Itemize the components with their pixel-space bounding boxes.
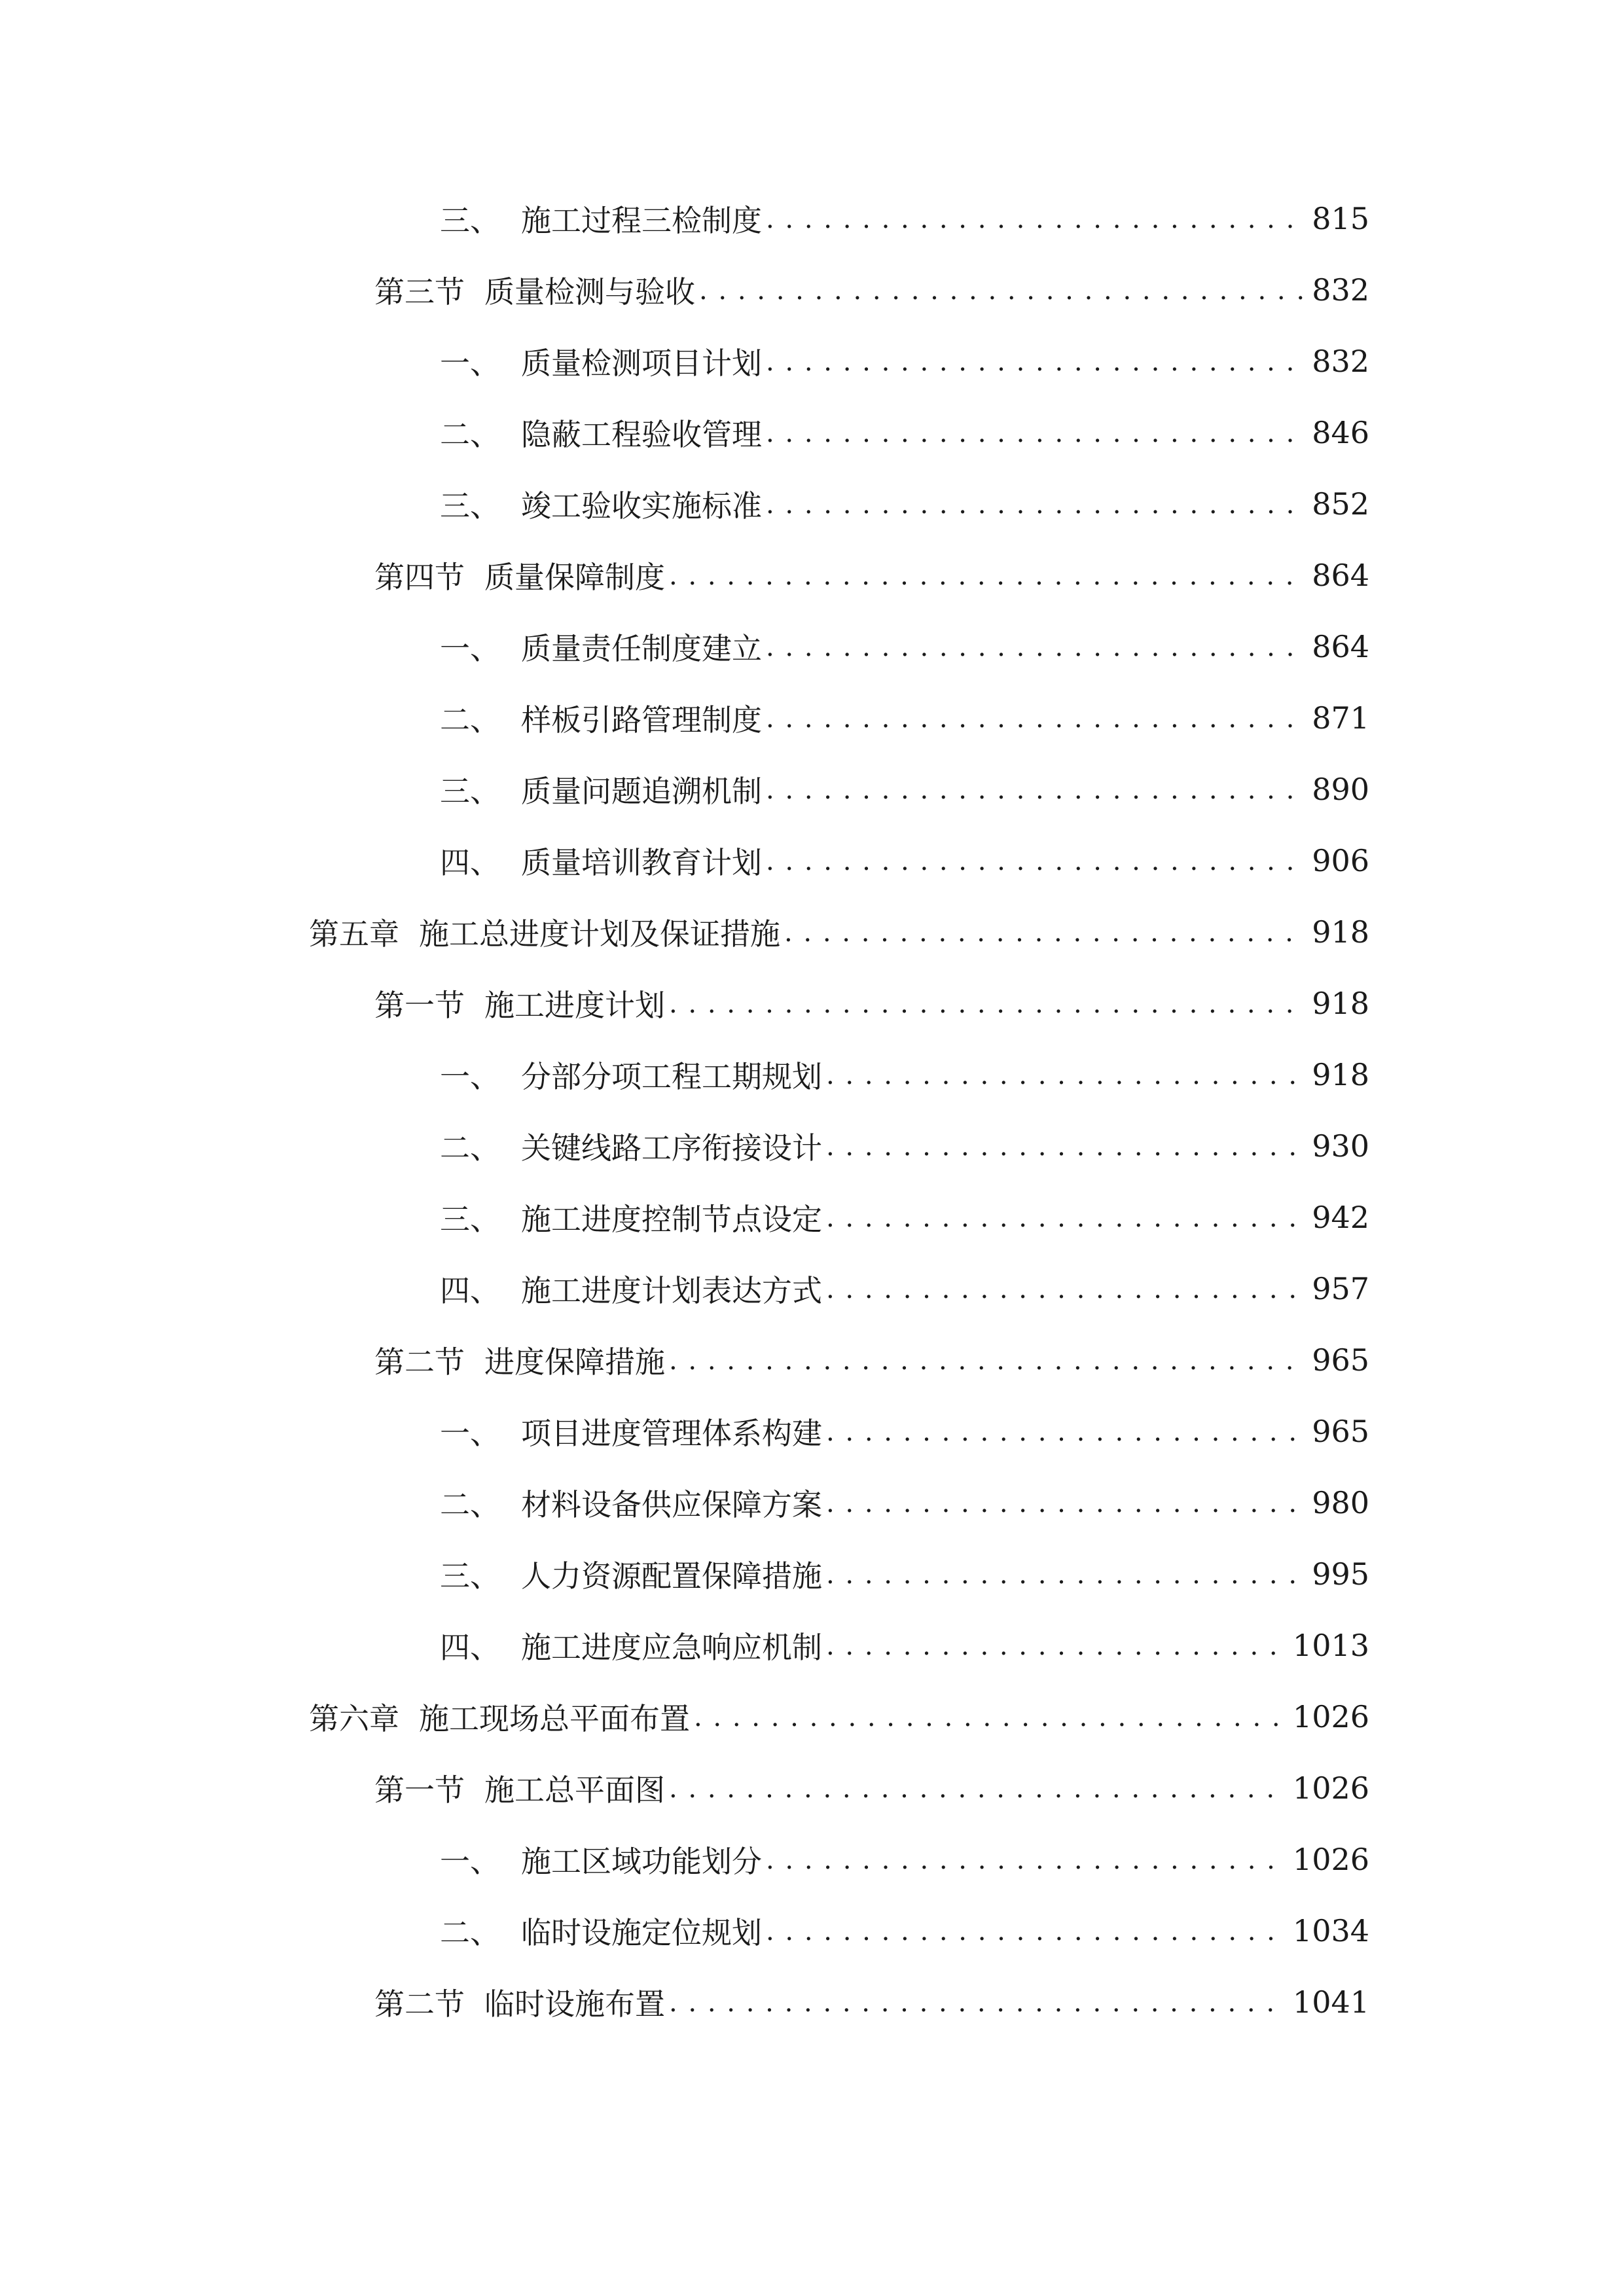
- toc-entry-title: 施工进度计划表达方式: [521, 1273, 822, 1308]
- toc-entry-title: 质量责任制度建立: [521, 631, 762, 666]
- toc-entry-page: 1041: [1292, 1984, 1369, 2020]
- dot-leader: [766, 845, 1303, 876]
- dot-leader: [766, 417, 1303, 448]
- toc-entry[interactable]: [440, 192, 1369, 245]
- toc-entry-page: 930: [1312, 1128, 1369, 1164]
- toc-entry-page: 918: [1312, 914, 1369, 950]
- toc-entry-number: 第五章: [309, 916, 399, 952]
- toc-entry-title: 质量检测与验收: [484, 274, 695, 310]
- toc-entry-title: 质量检测项目计划: [521, 346, 762, 381]
- toc-entry[interactable]: [374, 1976, 1369, 2028]
- toc-entry-page: 864: [1312, 558, 1369, 593]
- toc-entry-number: 二、: [440, 1487, 500, 1522]
- toc-entry[interactable]: [309, 1691, 1369, 1743]
- dot-leader: [826, 1416, 1303, 1447]
- toc-entry-title: 材料设备供应保障方案: [521, 1487, 822, 1522]
- toc-entry-title: 人力资源配置保障措施: [521, 1558, 822, 1594]
- toc-entry-title: 质量问题追溯机制: [521, 774, 762, 809]
- toc-entry-page: 890: [1312, 772, 1369, 807]
- dot-leader: [826, 1487, 1303, 1518]
- toc-entry-number: 一、: [440, 346, 500, 381]
- dot-leader: [784, 916, 1303, 948]
- dot-leader: [766, 346, 1303, 377]
- toc-entry-number: 一、: [440, 631, 500, 666]
- toc-entry[interactable]: [440, 1833, 1369, 1886]
- toc-entry-number: 四、: [440, 1630, 500, 1665]
- toc-entry[interactable]: [374, 1762, 1369, 1814]
- toc-entry-page: 965: [1312, 1342, 1369, 1378]
- toc-entry-title: 关键线路工序衔接设计: [521, 1130, 822, 1166]
- toc-entry-page: 918: [1312, 986, 1369, 1021]
- toc-entry[interactable]: [440, 1263, 1369, 1315]
- dot-leader: [694, 1701, 1284, 1732]
- dot-leader: [766, 488, 1303, 520]
- toc-entry-page: 832: [1312, 344, 1369, 379]
- toc-entry-number: 第一节: [374, 1772, 465, 1808]
- toc-entry[interactable]: [440, 834, 1369, 887]
- toc-entry-title: 分部分项工程工期规划: [521, 1059, 822, 1094]
- dot-leader: [669, 1344, 1303, 1376]
- toc-entry-number: 二、: [440, 1130, 500, 1166]
- toc-entry-page: 906: [1312, 843, 1369, 878]
- toc-entry-title: 临时设施定位规划: [521, 1915, 762, 1950]
- toc-entry-title: 隐蔽工程验收管理: [521, 417, 762, 452]
- toc-entry-page: 864: [1312, 629, 1369, 664]
- toc-entry[interactable]: [440, 692, 1369, 744]
- dot-leader: [826, 1059, 1303, 1090]
- toc-entry-title: 施工进度控制节点设定: [521, 1202, 822, 1237]
- toc-entry[interactable]: [374, 264, 1369, 316]
- toc-entry[interactable]: [374, 1334, 1369, 1386]
- dot-leader: [826, 1202, 1303, 1233]
- toc-entry[interactable]: [440, 1477, 1369, 1529]
- toc-entry-title: 样板引路管理制度: [521, 702, 762, 738]
- toc-entry[interactable]: [440, 763, 1369, 816]
- toc-entry[interactable]: [440, 406, 1369, 459]
- toc-entry-number: 第二节: [374, 1986, 465, 2022]
- toc-entry[interactable]: [440, 335, 1369, 387]
- toc-entry-number: 四、: [440, 1273, 500, 1308]
- toc-entry-title: 施工进度计划: [484, 988, 665, 1023]
- toc-entry[interactable]: [440, 1405, 1369, 1458]
- toc-entry-number: 二、: [440, 1915, 500, 1950]
- toc-entry-page: 1026: [1292, 1842, 1369, 1877]
- toc-entry-page: 852: [1312, 486, 1369, 522]
- toc-entry-page: 846: [1312, 415, 1369, 450]
- toc-entry-number: 三、: [440, 203, 500, 238]
- toc-entry-number: 四、: [440, 845, 500, 880]
- toc-entry-page: 995: [1312, 1556, 1369, 1592]
- toc-entry-title: 施工总进度计划及保证措施: [419, 916, 780, 952]
- toc-entry-number: 三、: [440, 488, 500, 524]
- dot-leader: [669, 1986, 1284, 2018]
- toc-entry-page: 957: [1312, 1271, 1369, 1306]
- toc-entry-page: 815: [1312, 201, 1369, 236]
- toc-entry[interactable]: [374, 977, 1369, 1030]
- toc-entry-page: 1026: [1292, 1770, 1369, 1806]
- toc-entry-page: 965: [1312, 1414, 1369, 1449]
- dot-leader: [826, 1273, 1303, 1304]
- toc-entry[interactable]: [440, 478, 1369, 530]
- toc-entry-number: 二、: [440, 417, 500, 452]
- toc-entry-title: 临时设施布置: [484, 1986, 665, 2022]
- toc-entry-number: 第六章: [309, 1701, 399, 1736]
- toc-entry-title: 进度保障措施: [484, 1344, 665, 1380]
- toc-entry-page: 871: [1312, 700, 1369, 736]
- toc-entry-number: 三、: [440, 1202, 500, 1237]
- toc-entry-page: 1034: [1292, 1913, 1369, 1948]
- toc-entry-number: 一、: [440, 1059, 500, 1094]
- dot-leader: [766, 203, 1303, 234]
- dot-leader: [669, 560, 1303, 591]
- dot-leader: [826, 1558, 1303, 1590]
- toc-entry-title: 施工区域功能划分: [521, 1844, 762, 1879]
- toc-entry[interactable]: [440, 1905, 1369, 1957]
- toc-entry-number: 一、: [440, 1416, 500, 1451]
- dot-leader: [766, 631, 1303, 662]
- toc-entry-title: 施工过程三检制度: [521, 203, 762, 238]
- toc-entry[interactable]: [440, 1619, 1369, 1672]
- toc-entry-title: 项目进度管理体系构建: [521, 1416, 822, 1451]
- dot-leader: [766, 1915, 1284, 1946]
- dot-leader: [766, 702, 1303, 734]
- toc-entry-title: 施工进度应急响应机制: [521, 1630, 822, 1665]
- toc-entry-title: 质量保障制度: [484, 560, 665, 595]
- toc-entry-page: 918: [1312, 1057, 1369, 1092]
- toc-entry-number: 第一节: [374, 988, 465, 1023]
- dot-leader: [766, 1844, 1284, 1875]
- toc-entry-page: 1026: [1292, 1699, 1369, 1734]
- toc-entry-page: 980: [1312, 1485, 1369, 1520]
- toc-entry-number: 三、: [440, 1558, 500, 1594]
- toc-entry[interactable]: [309, 906, 1369, 958]
- toc-entry-page: 1013: [1292, 1628, 1369, 1663]
- dot-leader: [699, 274, 1303, 306]
- toc-entry-number: 第二节: [374, 1344, 465, 1380]
- toc-entry-number: 第四节: [374, 560, 465, 595]
- toc-entry[interactable]: [440, 1191, 1369, 1244]
- toc-entry-number: 第三节: [374, 274, 465, 310]
- toc-entry-page: 832: [1312, 272, 1369, 308]
- toc-entry[interactable]: [440, 1049, 1369, 1101]
- toc-entry-number: 一、: [440, 1844, 500, 1879]
- toc-entry[interactable]: [440, 1548, 1369, 1600]
- dot-leader: [826, 1130, 1303, 1162]
- dot-leader: [766, 774, 1303, 805]
- toc-entry-number: 二、: [440, 702, 500, 738]
- toc-entry[interactable]: [374, 549, 1369, 601]
- toc-entry-number: 三、: [440, 774, 500, 809]
- toc-entry[interactable]: [440, 620, 1369, 673]
- toc-entry-page: 942: [1312, 1200, 1369, 1235]
- dot-leader: [826, 1630, 1284, 1661]
- dot-leader: [669, 988, 1303, 1019]
- toc-entry-title: 质量培训教育计划: [521, 845, 762, 880]
- toc-entry-title: 竣工验收实施标准: [521, 488, 762, 524]
- dot-leader: [669, 1772, 1284, 1804]
- toc-entry[interactable]: [440, 1120, 1369, 1172]
- toc-entry-title: 施工总平面图: [484, 1772, 665, 1808]
- toc-entry-title: 施工现场总平面布置: [419, 1701, 690, 1736]
